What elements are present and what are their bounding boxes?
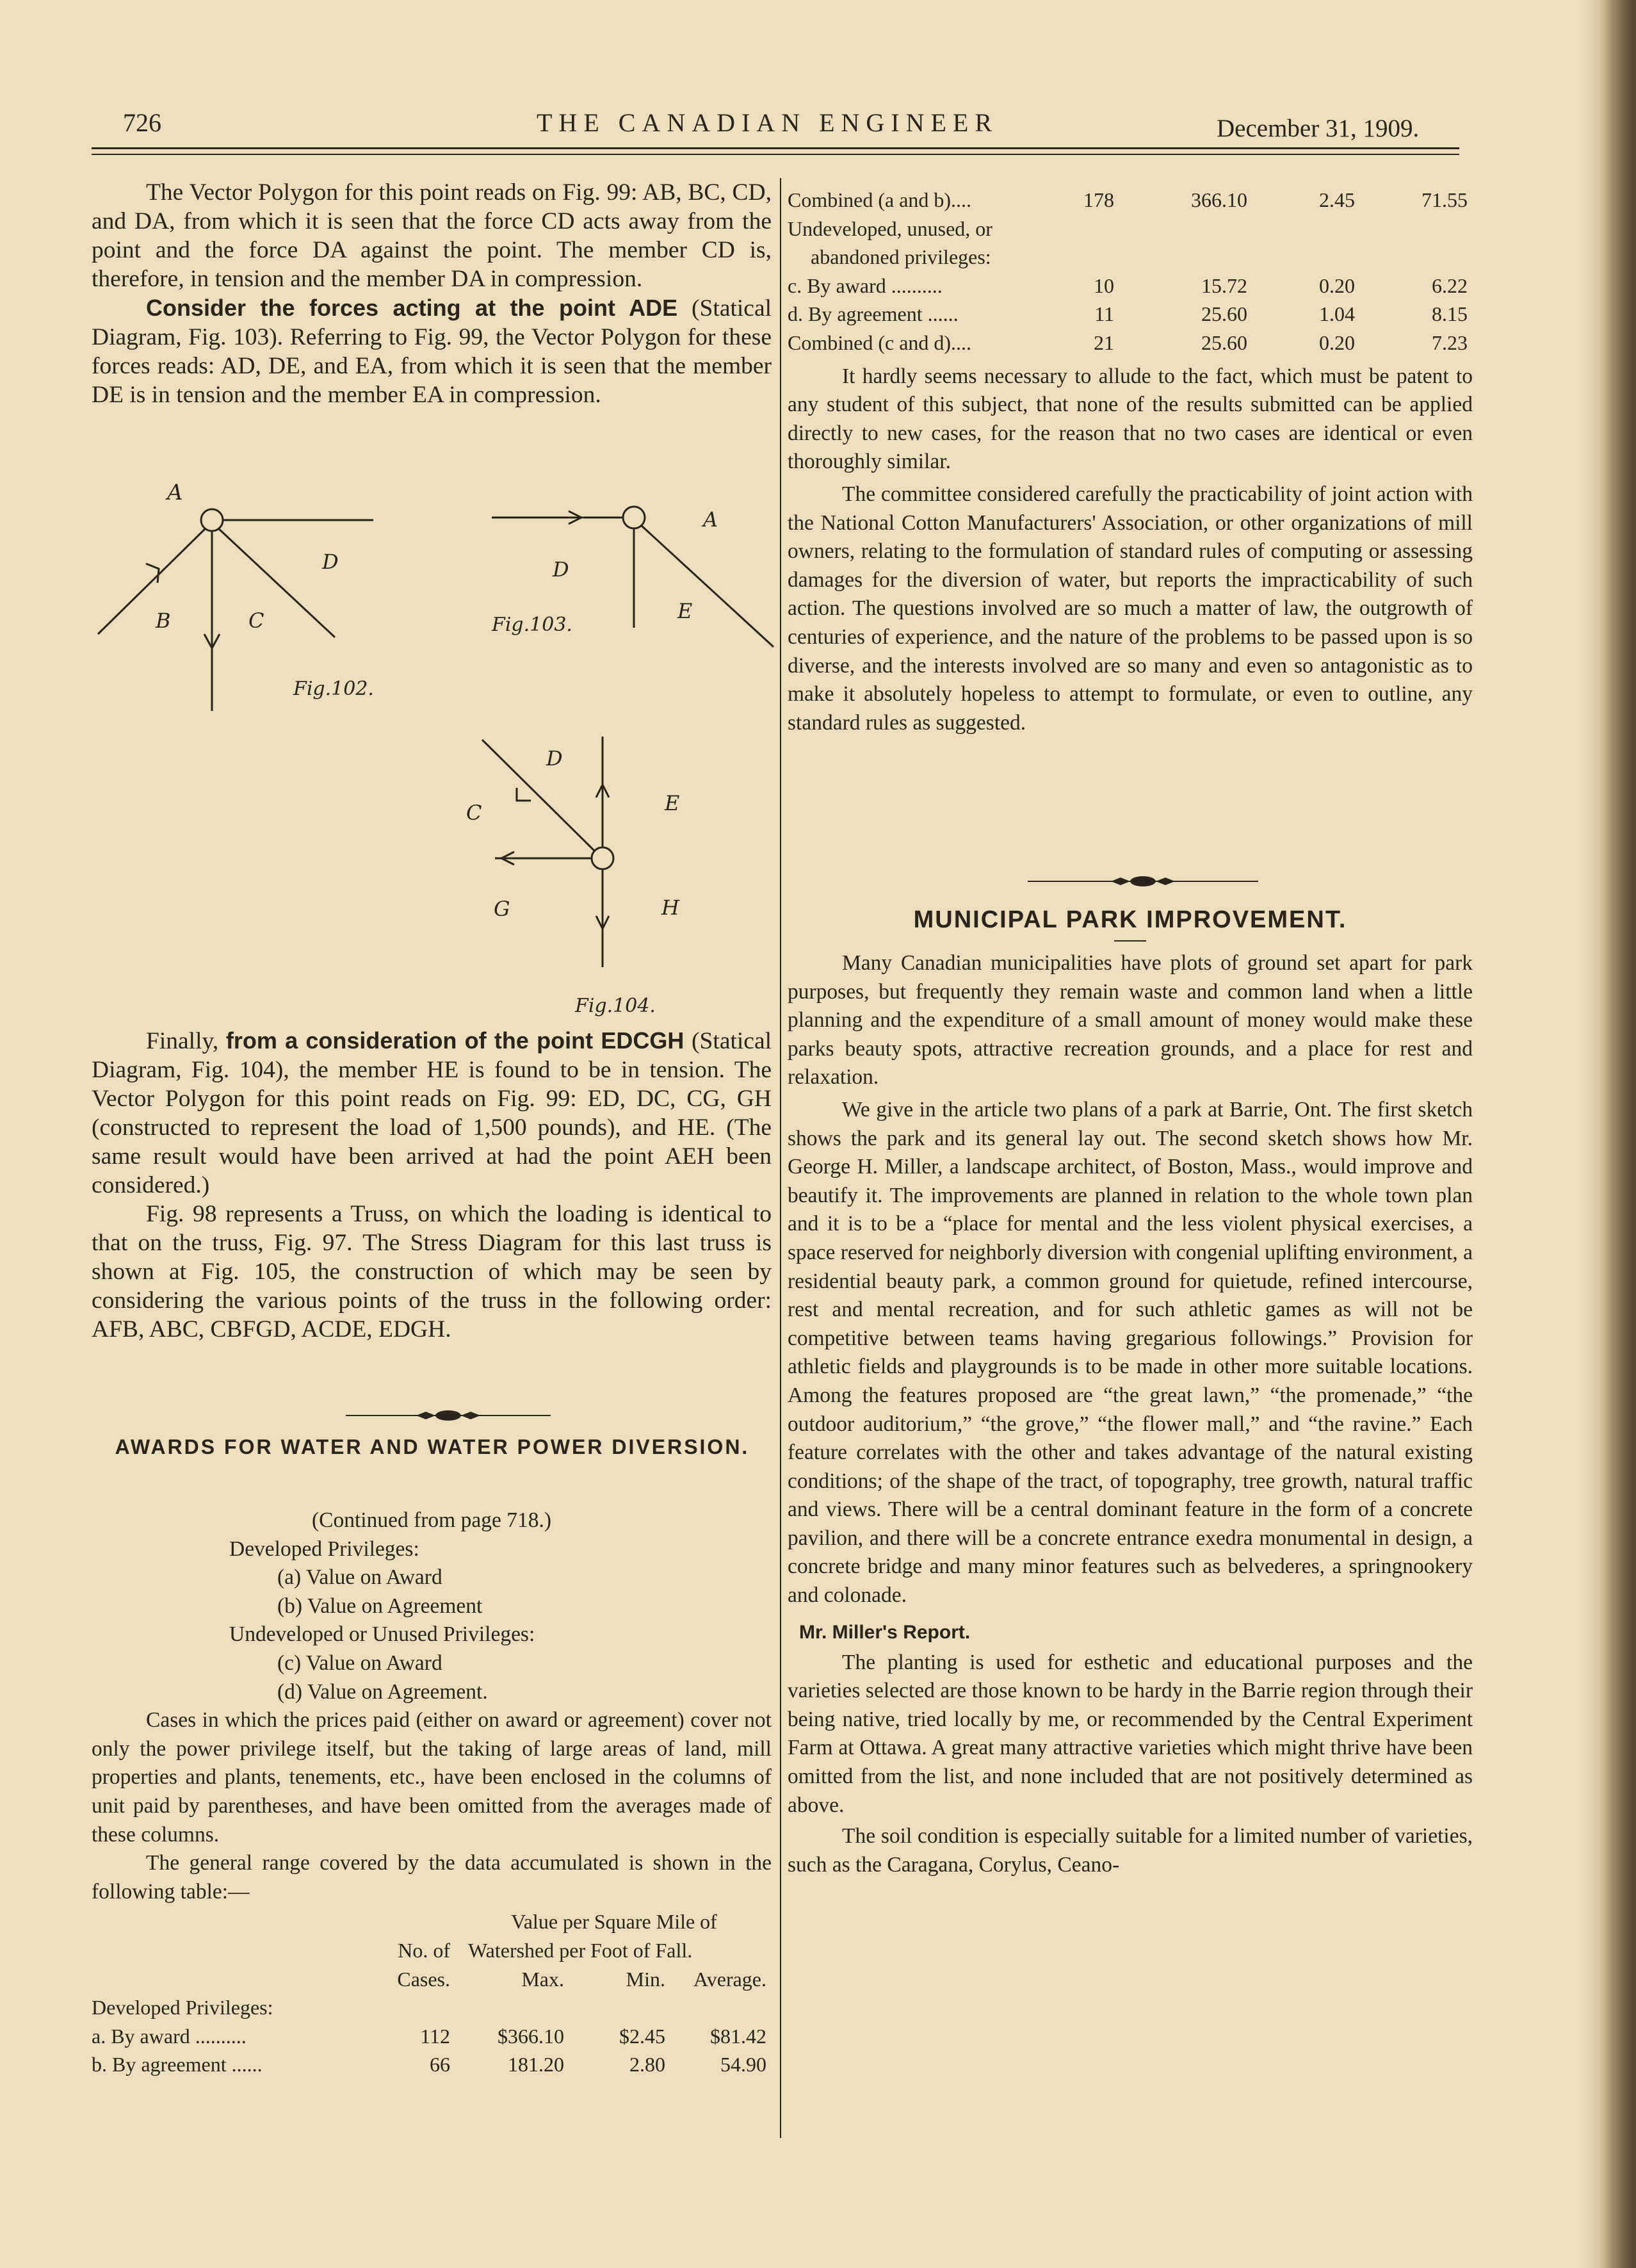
table-group-header: Value per Square Mile of — [511, 1910, 717, 1934]
gutter-shading — [1580, 0, 1599, 2268]
table-header-watershed: Watershed per Foot of Fall. — [468, 1938, 693, 1962]
cell-min: 2.80 — [629, 2053, 665, 2076]
fig102-caption: Fig.102. — [293, 678, 374, 700]
cell-min: 0.20 — [1319, 330, 1355, 354]
list-item: (b) Value on Agreement — [277, 1594, 483, 1618]
park-section — [788, 903, 1473, 1879]
paragraph-committee: The committee considered carefully the practicability of joint action with the National Cotton Manufacturers' Association, or other organizations of mill owners, relating to the formulation of standard rules of computing or assessing damages for the diversion of water, but reports the impracticability of such action. The questions involved are so much a matter of law, the outgrowth of centuries of experience, and the nature of the problems to be passed upon is so diverse, and the interests involved are so many and even so antagonistic as to make it absolutely hopeless to attempt to formulate, or even to outline, any standard rules as suggested. — [788, 482, 1473, 735]
fig103-label-e: E — [677, 599, 693, 623]
paragraph-soil: The soil condition is especially suitable for a limited number of varieties, such as the Caragana, Corylus, Ceano- — [788, 1824, 1473, 1877]
paragraph-range: The general range covered by the data accumulated is shown in the following table:— — [92, 1851, 772, 1904]
issue-date: December 31, 1909. — [1217, 115, 1420, 142]
list-item: (c) Value on Award — [277, 1651, 442, 1675]
right-column — [788, 186, 1473, 737]
cell-min: 1.04 — [1319, 302, 1355, 326]
fig104-label-e: E — [665, 791, 680, 815]
column-divider — [780, 178, 781, 2138]
cell-cases: 10 — [1094, 273, 1114, 297]
table-header-max: Max. — [521, 1967, 564, 1991]
cell-average: 71.55 — [1421, 188, 1468, 211]
table-row — [92, 2022, 772, 2051]
cell-average: 8.15 — [1432, 302, 1468, 326]
header-rule-bottom — [92, 154, 1459, 155]
cell-cases: 178 — [1083, 188, 1114, 211]
cell-max: 181.20 — [508, 2053, 564, 2076]
cell-cases: 11 — [1094, 302, 1114, 326]
header-rule-top — [92, 147, 1459, 149]
continued-note: (Continued from page 718.) — [312, 1508, 551, 1532]
section-ornament — [1028, 874, 1258, 889]
cell-min: 2.45 — [1319, 188, 1355, 211]
table-row — [788, 186, 1473, 215]
table-row — [788, 329, 1473, 357]
fig102-label-b: B — [156, 608, 171, 633]
cell-min: 0.20 — [1319, 273, 1355, 297]
paragraph-cases: Cases in which the prices paid (either on award or agreement) cover not only the power privilege itself, but the taking of large areas of land, mill properties and plants, tenements, etc., have been enclosed in the columns of unit paid by parentheses, and have been omitted from the averages made of these columns. — [92, 1708, 772, 1847]
cell-min: $2.45 — [619, 2024, 665, 2048]
figure-102-103-104 — [92, 474, 777, 1025]
cell-max: 15.72 — [1201, 273, 1247, 297]
table-header-min: Min. — [626, 1967, 665, 1991]
run-in-heading: from a consideration of the point EDCGH — [225, 1027, 684, 1054]
paragraph-fig-98: Fig. 98 represents a Truss, on which the loading is identical to that on the truss, Fig. 97. The Stress Diagram for this last truss is shown at Fig. 105, the construction of which may be seen by considering the various points of the truss in the following order: AFB, ABC, CBFGD, ACDE, EDGH. — [92, 1201, 772, 1342]
cell-average: 7.23 — [1432, 330, 1468, 354]
table-row — [788, 300, 1473, 329]
list-item: Developed Privileges: — [229, 1537, 419, 1561]
list-item: (d) Value on Agreement. — [277, 1679, 488, 1704]
paragraph-text: Finally, — [146, 1028, 226, 1054]
table-section-label: Undeveloped, unused, or — [788, 216, 992, 240]
awards-table-continued — [788, 186, 1473, 357]
cell-average: $81.42 — [710, 2024, 766, 2048]
row-label: Combined (a and b).... — [788, 188, 972, 211]
fig103-caption: Fig.103. — [492, 614, 572, 636]
paragraph-planting: The planting is used for esthetic and educational purposes and the varieties selected are those known to be hardy in the Barrie region through their being native, tried locally by me, or recommended by the Central Experiment Farm at Ottawa. A great many attractive varieties which might thrive have been omitted from the list, and none included that are not positively determined as above. — [788, 1650, 1473, 1817]
fig102-label-d: D — [322, 550, 339, 574]
section-ornament — [346, 1408, 551, 1423]
fig104-label-c: C — [466, 801, 482, 825]
cell-max: 25.60 — [1201, 302, 1247, 326]
fig104-label-g: G — [494, 897, 510, 921]
run-in-heading: Consider the forces acting at the point ADE — [146, 295, 678, 321]
left-column — [92, 178, 772, 409]
awards-section — [112, 1433, 752, 1460]
fig104-label-h: H — [661, 895, 679, 920]
left-column-continued — [92, 1026, 772, 1344]
row-label: c. By award .......... — [788, 273, 943, 297]
cell-average: 54.90 — [720, 2053, 766, 2076]
paragraph-text: (Statical Diagram, Fig. 104), the member HE is found to be in tension. The Vector Polygon for this point reads on Fig. 99: ED, DC, CG, GH (constructed to represent the load of 1,500 pounds), and HE. (The same result would have been arrived at had the point AEH been considered.) — [92, 1028, 772, 1198]
fig102-label-a: A — [167, 480, 183, 505]
awards-table-head — [92, 1907, 772, 2079]
figure-104 — [482, 737, 613, 967]
subheading-millers-report: Mr. Miller's Report. — [799, 1621, 971, 1643]
table-section-label: abandoned privileges: — [811, 245, 991, 269]
page-number: 726 — [123, 108, 161, 137]
fig104-caption: Fig.104. — [575, 995, 656, 1017]
fig103-label-d: D — [553, 557, 569, 582]
table-section-label: Developed Privileges: — [92, 1996, 273, 2019]
book-spine-shadow — [1599, 0, 1636, 2268]
list-item: (a) Value on Award — [277, 1565, 442, 1590]
table-header-cases: Cases. — [397, 1967, 450, 1991]
cell-max: 366.10 — [1191, 188, 1247, 211]
list-item: Undeveloped or Unused Privileges: — [229, 1622, 535, 1647]
paragraph-not-patent: It hardly seems necessary to allude to the fact, which must be patent to any student of this subject, that none of the results submitted can be applied directly to new cases, for the reason that no two cases are identical or even thoroughly similar. — [788, 364, 1473, 474]
awards-body — [92, 1506, 772, 2079]
cell-average: 6.22 — [1432, 273, 1468, 297]
fig103-label-a: A — [703, 507, 718, 532]
paragraph-municipalities: Many Canadian municipalities have plots of ground set apart for park purposes, but frequently they remain waste and common land when a little planning and the expenditure of a small amount of money would make these parks beauty spots, attractive recreation grounds, and a place for rest and relaxation. — [788, 951, 1473, 1089]
table-header-no-of: No. of — [398, 1938, 450, 1962]
fig102-label-c: C — [248, 608, 264, 633]
paragraph-point-edcgh — [92, 1026, 772, 1200]
row-label: d. By agreement ...... — [788, 302, 959, 326]
table-header-average: Average. — [693, 1967, 766, 1991]
paragraph-text: (Statical Diagram, Fig. 103). Referring to Fig. 99, the Vector Polygon for these forces reads: AD, DE, and EA, from which it is seen that the member DE is in tension and the member EA in compression. — [92, 295, 772, 408]
fig104-label-d: D — [546, 746, 563, 771]
row-label: a. By award .......... — [92, 2024, 247, 2048]
cell-max: $366.10 — [498, 2024, 564, 2048]
row-label: Combined (c and d).... — [788, 330, 972, 354]
cell-cases: 21 — [1094, 330, 1114, 354]
paragraph-vector-polygon: The Vector Polygon for this point reads on Fig. 99: AB, BC, CD, and DA, from which it is seen that the force CD acts away from the point and the force DA against the point. The member CD is, therefore, in tension and the member DA in compression. — [92, 179, 772, 292]
row-label: b. By agreement ...... — [92, 2053, 263, 2076]
title-underline — [1114, 940, 1146, 942]
section-title-park: MUNICIPAL PARK IMPROVEMENT. — [913, 906, 1347, 933]
cell-max: 25.60 — [1201, 330, 1247, 354]
table-row — [92, 2050, 772, 2079]
section-title-awards: AWARDS FOR WATER AND WATER POWER DIVERSION. — [115, 1435, 750, 1458]
masthead: THE CANADIAN ENGINEER — [537, 108, 999, 137]
table-row — [788, 272, 1473, 300]
cell-cases: 112 — [420, 2024, 450, 2048]
paragraph-point-ade — [92, 293, 772, 409]
cell-cases: 66 — [430, 2053, 450, 2076]
paragraph-barrie-plans: We give in the article two plans of a park at Barrie, Ont. The first sketch shows the park and its general lay out. The second sketch shows how Mr. George H. Miller, a landscape architect, of Boston, Mass., would improve and beautify it. The improvements are planned in relation to the whole town plan and it is to be a “place for mental and the less violent physical exercises, a space reserved for neighborly diversion with congenial uplifting environment, a residential beauty park, a common ground for quietude, refined intercourse, rest and mental recreation, and for such athletic games as will not be competitive between teams having gregarious followings.” Provision for athletic fields and playgrounds is to be made in other more suitable locations. Among the features proposed are “the great lawn,” “the promenade,” “the outdoor auditorium,” “the grove,” “the flower mall,” and “the ravine.” Each feature correlates with the other and takes advantage of the natural existing conditions; of the shape of the tract, of topography, tree growth, natural traffic and views. There will be a central dominant feature in the form of a concrete pavilion, and there will be a concrete entrance exedra monumental in design, a concrete bridge and many minor features such as belvederes, a springnookery and colonade. — [788, 1097, 1473, 1608]
